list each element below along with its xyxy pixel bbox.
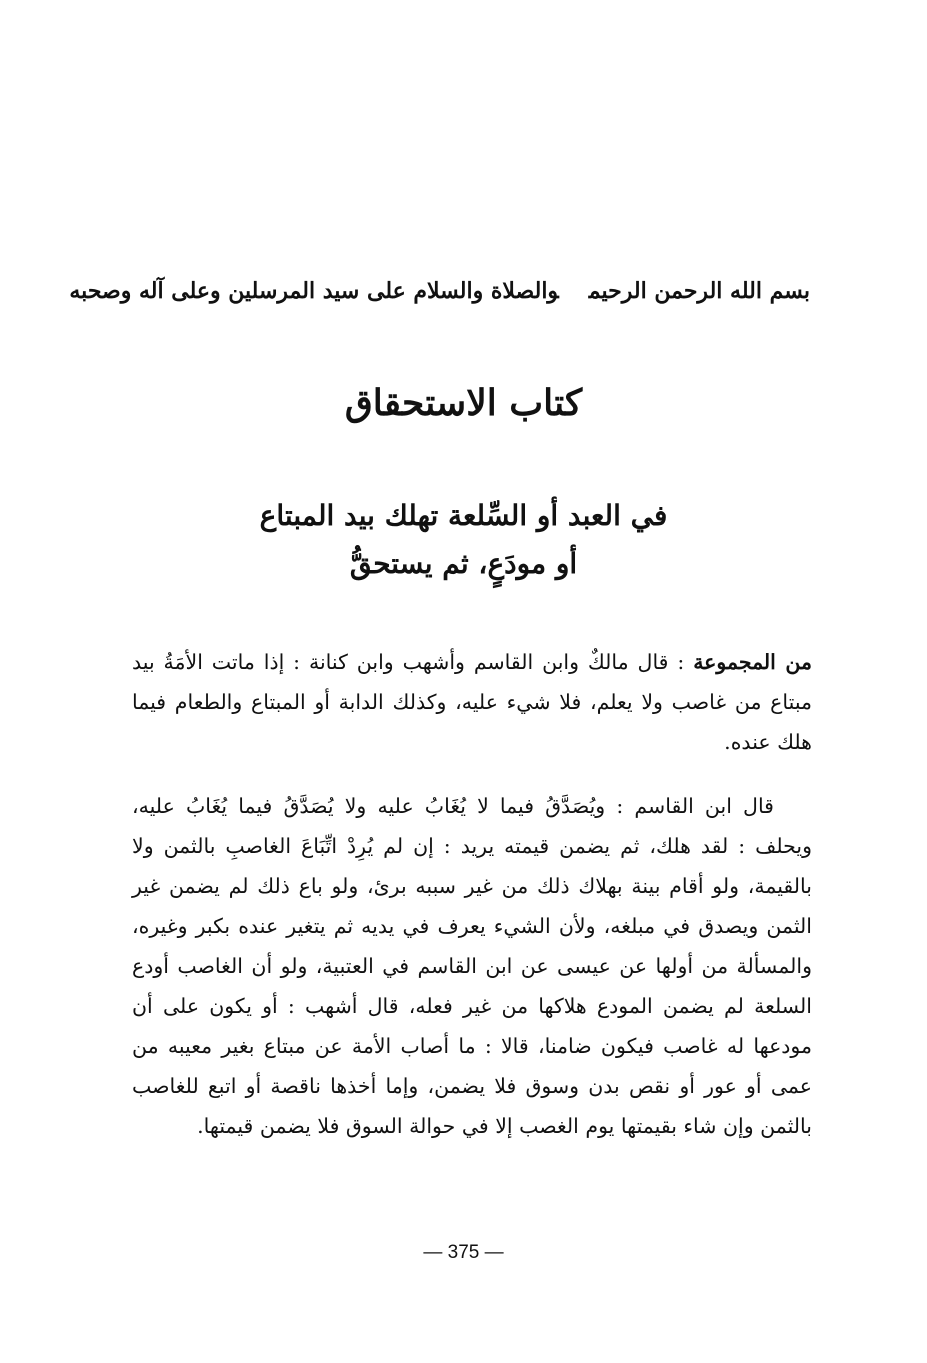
page-number: — 375 — [423, 1242, 504, 1263]
paragraph-1-text: : قال مالكٌ وابن القاسم وأشهب وابن كنانة : إذا ماتت الأمَةُ بيد مبتاع من غاصب ولا يعلم، فلا شيء عليه، وكذلك الدابة أو المبتاع والطعام فيما هلك عنده. [132, 650, 812, 754]
source-label: من المجموعة [693, 650, 812, 674]
chapter-title-line-1: في العبد أو السِّلعة تهلك بيد المبتاع [259, 499, 668, 532]
book-title: كتاب الاستحقاق [344, 382, 583, 424]
basmala-text: بسم الله الرحمن الرحيم [588, 278, 810, 304]
paragraph-1 [132, 642, 812, 762]
basmala-header [69, 278, 810, 304]
salawat-text: والصلاة والسلام على سيد المرسلين وعلى آله وصحبه [69, 278, 559, 304]
chapter-title [0, 492, 927, 588]
chapter-title-line-2: أو مودَعٍ، ثم يستحقُّ [349, 547, 578, 580]
paragraph-2: قال ابن القاسم : ويُصَدَّقُ فيما لا يُغَابُ عليه ولا يُصَدَّقُ فيما يُغَابُ عليه، ويحلف : لقد هلك، ثم يضمن قيمته يريد : إن لم يُرِدْ اتِّبَاعَ الغاصبِ بالثمن ولا بالقيمة، ولو أقام بينة بهلاك ذلك من غير سببه برئ، ولو باع ذلك لم يضمن غير الثمن ويصدق في مبلغه، ولأن الشيء يعرف في يديه ثم يتغير عنده بكبر وغيره، والمسألة من أولها عن عيسى عن ابن القاسم في العتبية، ولو أن الغاصب أودع السلعة لم يضمن المودع هلاكها من غير فعله، قال أشهب : أو يكون على أن مودعها له غاصب فيكون ضامنا، قالا : ما أصاب الأمة عن مبتاع بغير معيبه من عمى أو عور أو نقص بدن وسوق فلا يضمن، وإما أخذها ناقصة أو اتبع للغاصب بالثمن وإن شاء بقيمتها يوم الغصب إلا في حوالة السوق فلا يضمن قيمتها. [132, 794, 812, 1138]
